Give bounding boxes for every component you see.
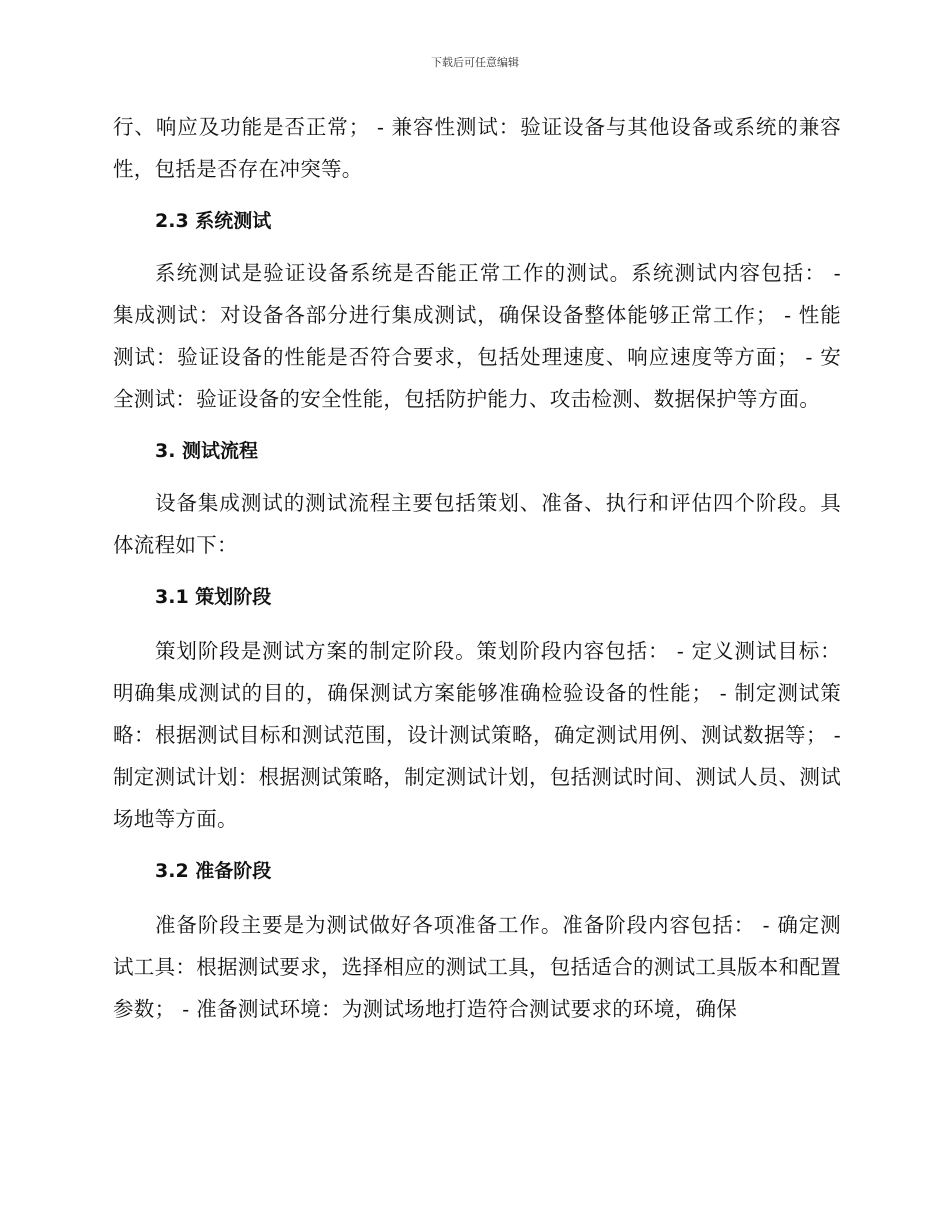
document-body: [113, 106, 841, 1030]
paragraph-preparation-stage: 准备阶段主要是为测试做好各项准备工作。准备阶段内容包括： - 确定测试工具：根据测试要求，选择相应的测试工具，包括适合的测试工具版本和配置参数； - 准备测试环境：为测试场地打造符合测试要求的环境，确保: [113, 913, 841, 1021]
paragraph-system-test: 系统测试是验证设备系统是否能正常工作的测试。系统测试内容包括： - 集成测试：对设备各部分进行集成测试，确保设备整体能够正常工作； - 性能测试：验证设备的性能是否符合要求，包括处理速度、响应速度等方面； - 安全测试：验证设备的安全性能，包括防护能力、攻击检测、数据保护等方面。: [113, 261, 841, 411]
paragraph-compatibility-test: 行、响应及功能是否正常； - 兼容性测试：验证设备与其他设备或系统的兼容性，包括是否存在冲突等。: [113, 115, 841, 181]
section-heading-3: 3. 测试流程: [155, 440, 259, 462]
section-heading-3-2: 3.2 准备阶段: [155, 860, 272, 882]
section-heading-2-3: 2.3 系统测试: [155, 210, 272, 232]
section-heading-3-1: 3.1 策划阶段: [155, 586, 272, 608]
paragraph-planning-stage: 策划阶段是测试方案的制定阶段。策划阶段内容包括： - 定义测试目标：明确集成测试的目的，确保测试方案能够准确检验设备的性能； - 制定测试策略：根据测试目标和测试范围，设计测试策略，确定测试用例、测试数据等； - 制定测试计划：根据测试策略，制定测试计划，包括测试时间、测试人员、测试场地等方面。: [113, 639, 841, 831]
paragraph-test-process: 设备集成测试的测试流程主要包括策划、准备、执行和评估四个阶段。具体流程如下：: [113, 491, 841, 557]
page-header: 下载后可任意编辑: [431, 56, 519, 69]
